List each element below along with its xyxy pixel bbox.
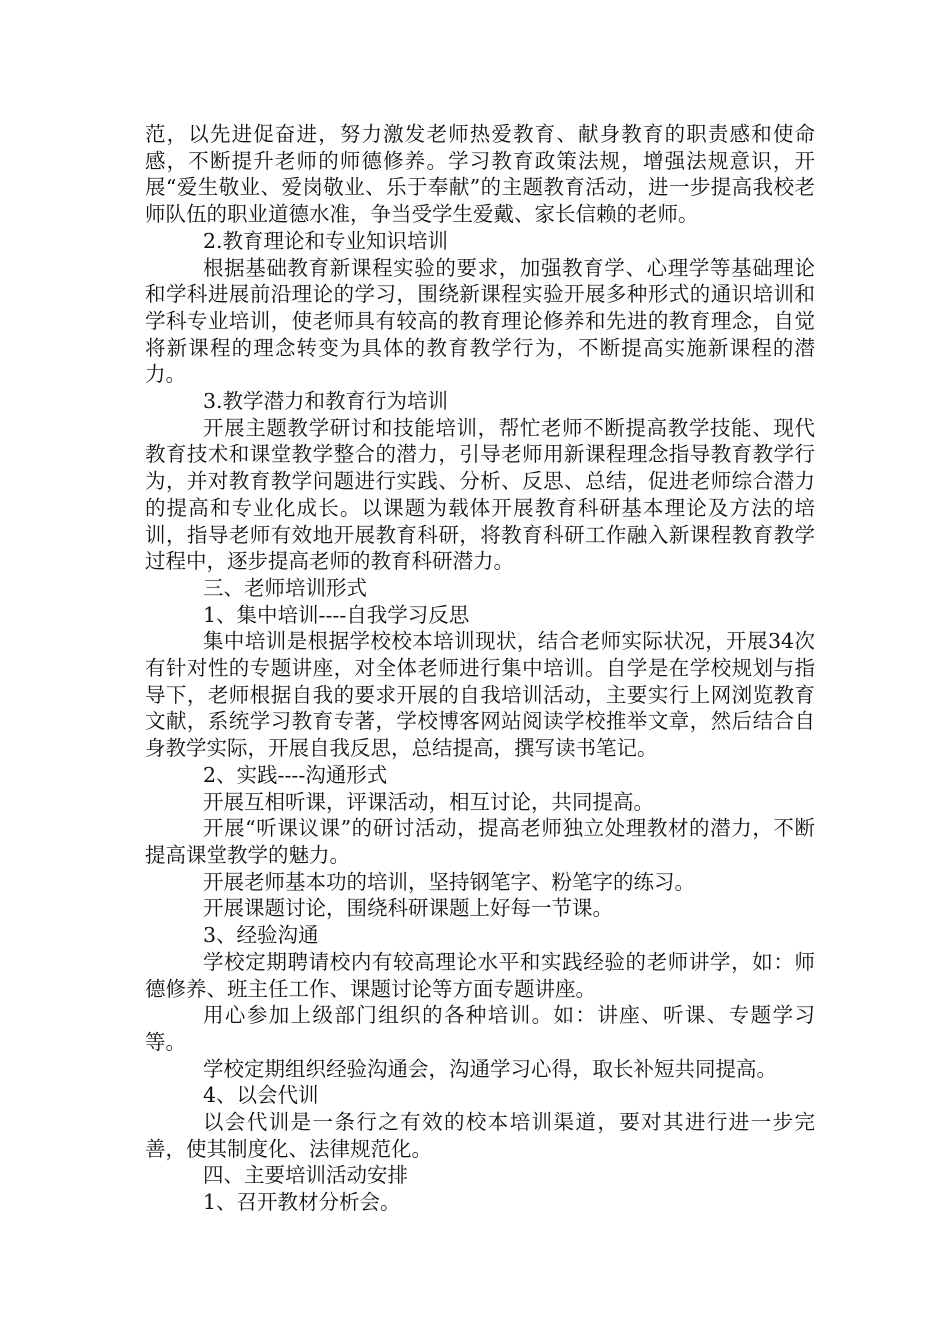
paragraph-lesson-discussion: 开展“听课议课”的研讨活动，提高老师独立处理教材的潜力，不断提高课堂教学的魅力。 bbox=[145, 816, 815, 867]
document-page bbox=[145, 121, 815, 1216]
paragraph-invited-lectures: 学校定期聘请校内有较高理论水平和实践经验的老师讲学，如：师德修养、班主任工作、课题讨论等方面专题讲座。 bbox=[145, 949, 815, 1001]
heading-practice-communication: 2、实践----沟通形式 bbox=[203, 762, 388, 787]
heading-theory-training: 2.教育理论和专业知识培训 bbox=[203, 228, 449, 253]
paragraph-exchange-meetings: 学校定期组织经验沟通会，沟通学习心得，取长补短共同提高。 bbox=[203, 1056, 777, 1081]
paragraph-mutual-lessons: 开展互相听课，评课活动，相互讨论，共同提高。 bbox=[203, 789, 654, 814]
paragraph-teacher-ethics: 范，以先进促奋进，努力激发老师热爱教育、献身教育的职责感和使命感，不断提升老师的师德修养。学习教育政策法规，增强法规意识，开展“爱生敬业、爱岗敬业、乐于奉献”的主题教育活动，进一步提高我校老师队伍的职业道德水准，争当受学生爱戴、家长信赖的老师。 bbox=[145, 122, 815, 227]
paragraph-centralized-training: 集中培训是根据学校校本培训现状，结合老师实际状况，开展34次有针对性的专题讲座，对全体老师进行集中培训。自学是在学校规划与指导下，老师根据自我的要求开展的自我培训活动，主要实行上网浏览教育文献，系统学习教育专著，学校博客网站阅读学校推举文章，然后结合自身教学实际，开展自我反思，总结提高，撰写读书笔记。 bbox=[145, 629, 815, 761]
heading-meeting-training: 4、以会代训 bbox=[203, 1083, 319, 1108]
paragraph-meeting-training: 以会代训是一条行之有效的校本培训渠道，要对其进行进一步完善，使其制度化、法律规范化。 bbox=[145, 1110, 815, 1161]
heading-teaching-ability-training: 3.教学潜力和教育行为培训 bbox=[203, 389, 449, 414]
heading-main-activities: 四、主要培训活动安排 bbox=[203, 1163, 408, 1188]
list-item-textbook-analysis: 1、召开教材分析会。 bbox=[203, 1190, 401, 1215]
paragraph-topic-discussion: 开展课题讨论，围绕科研课题上好每一节课。 bbox=[203, 896, 613, 921]
heading-experience-exchange: 3、经验沟通 bbox=[203, 923, 319, 948]
paragraph-external-training: 用心参加上级部门组织的各种培训。如：讲座、听课、专题学习等。 bbox=[145, 1003, 815, 1054]
heading-centralized-training: 1、集中培训----自我学习反思 bbox=[203, 602, 470, 627]
paragraph-basic-skills: 开展老师基本功的培训，坚持钢笔字、粉笔字的练习。 bbox=[203, 869, 695, 894]
paragraph-teaching-ability-training: 开展主题教学研讨和技能培训，帮忙老师不断提高教学技能、现代教育技术和课堂教学整合的潜力，引导老师用新课程理念指导教育教学行为，并对教育教学问题进行实践、分析、反思、总结，促进老师综合潜力的提高和专业化成长。以课题为载体开展教育科研基本理论及方法的培训，指导老师有效地开展教育科研，将教育科研工作融入新课程教育教学过程中，逐步提高老师的教育科研潜力。 bbox=[145, 415, 815, 574]
heading-training-forms: 三、老师培训形式 bbox=[203, 575, 367, 600]
paragraph-theory-training: 根据基础教育新课程实验的要求，加强教育学、心理学等基础理论和学科进展前沿理论的学习，围绕新课程实验开展多种形式的通识培训和学科专业培训，使老师具有较高的教育理论修养和先进的教育理念，自觉将新课程的理念转变为具体的教育教学行为，不断提高实施新课程的潜力。 bbox=[145, 255, 815, 387]
